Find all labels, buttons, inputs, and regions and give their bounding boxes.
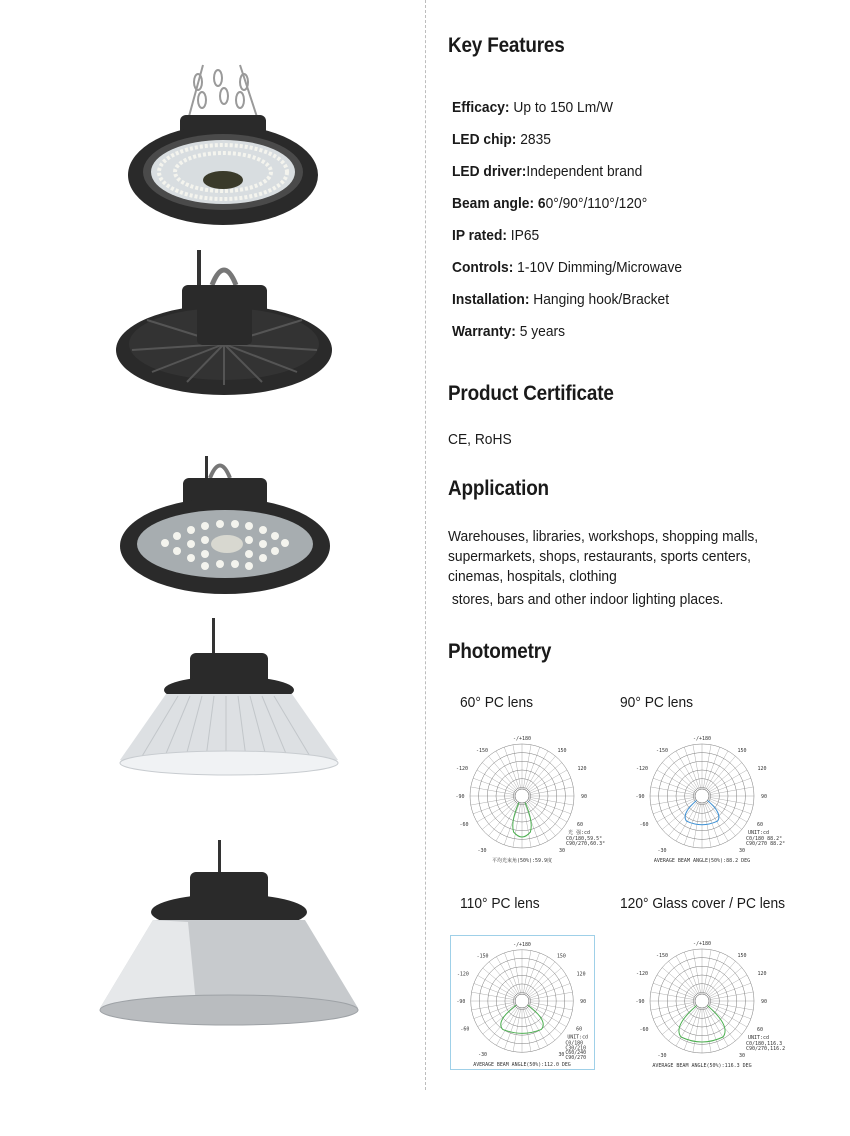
polar-label-top: -/+180 xyxy=(692,941,712,947)
polar-legend-entry: C90/270 xyxy=(565,1055,587,1062)
lens-label-110: 110° PC lens xyxy=(460,895,540,912)
polar-label: 150 xyxy=(737,953,747,959)
key-features-title: Key Features xyxy=(448,34,565,57)
polar-label: -150 xyxy=(476,953,489,960)
polar-legend-entry: C0/180 xyxy=(565,1040,584,1047)
polar-label: -120 xyxy=(635,766,649,772)
polar-label: 120 xyxy=(757,971,767,977)
polar-label: 30 xyxy=(738,1053,746,1059)
polar-diagram-90 xyxy=(630,730,786,865)
polar-label: -30 xyxy=(657,1053,667,1059)
lens-label-120: 120° Glass cover / PC lens xyxy=(620,895,786,912)
polar-unit-label: UNIT:cd xyxy=(567,1034,589,1041)
polar-label-top: -/+180 xyxy=(692,736,712,742)
feature-warranty: Warranty: 5 years xyxy=(452,323,566,340)
polar-label-top: -/+180 xyxy=(513,941,531,948)
polar-legend-entry: C90/270 88.2° xyxy=(746,841,786,847)
feature-led-chip: LED chip: 2835 xyxy=(452,131,551,148)
lamp-led-angled-image xyxy=(115,448,335,598)
polar-label: -60 xyxy=(459,822,469,828)
polar-legend-entry: C60/240 xyxy=(565,1050,587,1057)
polar-label: -30 xyxy=(477,848,487,854)
polar-label: -150 xyxy=(475,748,489,754)
polar-center xyxy=(695,994,709,1008)
polar-label: 90 xyxy=(760,999,768,1005)
application-line: cinemas, hospitals, clothing xyxy=(448,568,617,585)
polar-label: 60 xyxy=(576,822,584,828)
column-divider xyxy=(425,0,426,1090)
feature-led-driver: LED driver:Independent brand xyxy=(452,163,643,180)
polar-legend-entry: C30/210 xyxy=(565,1045,587,1052)
feature-beam-angle: Beam angle: 60°/90°/110°/120° xyxy=(452,195,648,212)
polar-label: -90 xyxy=(455,794,465,800)
application-line: stores, bars and other indoor lighting places. xyxy=(448,591,724,608)
lamp-heatsink-image xyxy=(112,240,337,415)
polar-label: 60 xyxy=(756,822,764,828)
application-line: supermarkets, shops, restaurants, sports centers, xyxy=(448,548,751,565)
lens-label-90: 90° PC lens xyxy=(620,694,694,711)
polar-label: -30 xyxy=(657,848,667,854)
polar-label: -60 xyxy=(460,1026,470,1033)
polar-diagram-110 xyxy=(450,935,595,1070)
polar-label: 30 xyxy=(558,1052,565,1059)
polar-label: -90 xyxy=(635,999,645,1005)
polar-footer: AVERAGE BEAM ANGLE(50%):112.0 DEG xyxy=(473,1062,571,1069)
polar-label: 30 xyxy=(558,848,566,854)
feature-installation: Installation: Hanging hook/Bracket xyxy=(452,291,670,308)
polar-label: -60 xyxy=(639,1027,649,1033)
polar-label: -30 xyxy=(478,1052,488,1059)
polar-label: -150 xyxy=(655,953,669,959)
feature-controls: Controls: 1-10V Dimming/Microwave xyxy=(452,259,683,276)
polar-label: -90 xyxy=(635,794,645,800)
polar-diagram-120 xyxy=(630,935,786,1070)
polar-label: -150 xyxy=(655,748,669,754)
photometry-title: Photometry xyxy=(448,640,552,663)
application-title: Application xyxy=(448,477,549,500)
polar-center xyxy=(695,789,709,803)
polar-label: 90 xyxy=(760,794,768,800)
polar-label: 60 xyxy=(576,1026,583,1033)
polar-label: 150 xyxy=(737,748,747,754)
polar-legend-entry: C90/270,60.3° xyxy=(566,841,606,847)
polar-footer: 平均光束角(50%):59.9度 xyxy=(491,858,553,864)
polar-label: 120 xyxy=(577,766,587,772)
lens-label-60: 60° PC lens xyxy=(460,694,534,711)
certificate-title: Product Certificate xyxy=(448,382,614,405)
polar-legend-entry: C0/180 88.2° xyxy=(746,836,783,842)
polar-label: 90 xyxy=(580,794,588,800)
polar-label-top: -/+180 xyxy=(512,736,532,742)
polar-footer: AVERAGE BEAM ANGLE(50%):88.2 DEG xyxy=(653,858,751,864)
application-text xyxy=(448,527,834,610)
polar-unit-label: UNIT:cd xyxy=(748,830,770,836)
lamp-front-chain-image xyxy=(118,60,328,235)
certificate-text: CE, RoHS xyxy=(448,431,512,448)
polar-label: 120 xyxy=(757,766,767,772)
polar-legend-entry: C90/270,116.2 xyxy=(746,1046,786,1052)
lamp-pc-reflector-image xyxy=(118,618,340,780)
lamp-aluminum-reflector-image xyxy=(98,840,360,1030)
polar-label: 150 xyxy=(557,748,567,754)
application-line: Warehouses, libraries, workshops, shopping malls, xyxy=(448,528,759,545)
feature-ip-rated: IP rated: IP65 xyxy=(452,227,540,244)
polar-diagram-60 xyxy=(450,730,606,865)
polar-label: -120 xyxy=(456,971,469,978)
polar-label: 60 xyxy=(756,1027,764,1033)
polar-legend-entry: C0/180,116.3 xyxy=(746,1041,783,1047)
polar-center xyxy=(515,994,529,1008)
polar-label: 30 xyxy=(738,848,746,854)
polar-label: 90 xyxy=(580,998,587,1005)
polar-label: -120 xyxy=(455,766,469,772)
feature-efficacy: Efficacy: Up to 150 Lm/W xyxy=(452,99,614,116)
polar-label: -60 xyxy=(639,822,649,828)
polar-footer: AVERAGE BEAM ANGLE(50%):116.3 DEG xyxy=(652,1063,752,1069)
polar-label: -120 xyxy=(635,971,649,977)
polar-unit-label: 光 强:cd xyxy=(568,830,591,836)
polar-label: 150 xyxy=(556,953,566,960)
polar-label: -90 xyxy=(456,998,466,1005)
polar-center xyxy=(515,789,529,803)
polar-legend-entry: C0/180,59.5° xyxy=(566,836,603,842)
polar-label: 120 xyxy=(576,971,586,978)
polar-unit-label: UNIT:cd xyxy=(748,1035,770,1041)
